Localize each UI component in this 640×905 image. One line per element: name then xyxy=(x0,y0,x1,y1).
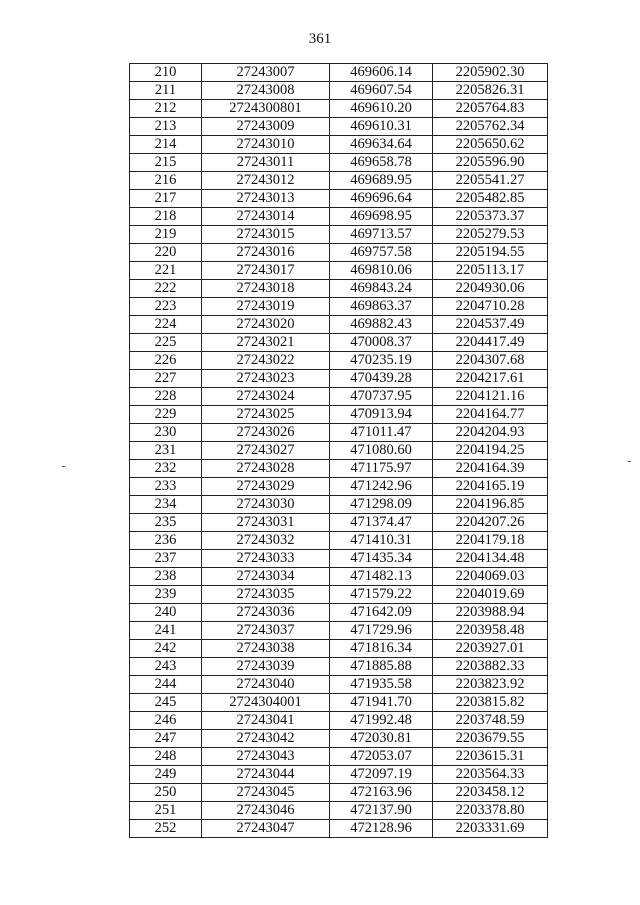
point-id: 27243039 xyxy=(202,658,330,676)
y-coordinate: 2203823.92 xyxy=(433,676,548,694)
y-coordinate: 2205764.83 xyxy=(433,100,548,118)
table-row xyxy=(130,586,548,604)
table-row xyxy=(130,262,548,280)
y-coordinate: 2204134.48 xyxy=(433,550,548,568)
row-number: 234 xyxy=(130,496,202,514)
x-coordinate: 472030.81 xyxy=(330,730,433,748)
x-coordinate: 471935.58 xyxy=(330,676,433,694)
point-id: 27243014 xyxy=(202,208,330,226)
x-coordinate: 469606.14 xyxy=(330,64,433,82)
row-number: 222 xyxy=(130,280,202,298)
point-id: 27243045 xyxy=(202,784,330,802)
x-coordinate: 471175.97 xyxy=(330,460,433,478)
x-coordinate: 472163.96 xyxy=(330,784,433,802)
table-row xyxy=(130,532,548,550)
row-number: 236 xyxy=(130,532,202,550)
row-number: 215 xyxy=(130,154,202,172)
point-id: 27243043 xyxy=(202,748,330,766)
x-coordinate: 469882.43 xyxy=(330,316,433,334)
table-row xyxy=(130,118,548,136)
point-id: 27243023 xyxy=(202,370,330,388)
row-number: 243 xyxy=(130,658,202,676)
table-row xyxy=(130,730,548,748)
row-number: 217 xyxy=(130,190,202,208)
x-coordinate: 469810.06 xyxy=(330,262,433,280)
point-id: 27243033 xyxy=(202,550,330,568)
point-id: 2724304001 xyxy=(202,694,330,712)
table-row xyxy=(130,298,548,316)
y-coordinate: 2203988.94 xyxy=(433,604,548,622)
row-number: 251 xyxy=(130,802,202,820)
table-row xyxy=(130,478,548,496)
y-coordinate: 2205762.34 xyxy=(433,118,548,136)
point-id: 27243040 xyxy=(202,676,330,694)
y-coordinate: 2203927.01 xyxy=(433,640,548,658)
y-coordinate: 2204194.25 xyxy=(433,442,548,460)
point-id: 27243034 xyxy=(202,568,330,586)
table-row xyxy=(130,712,548,730)
x-coordinate: 469696.64 xyxy=(330,190,433,208)
point-id: 2724300801 xyxy=(202,100,330,118)
y-coordinate: 2205541.27 xyxy=(433,172,548,190)
row-number: 220 xyxy=(130,244,202,262)
y-coordinate: 2205902.30 xyxy=(433,64,548,82)
x-coordinate: 470737.95 xyxy=(330,388,433,406)
point-id: 27243026 xyxy=(202,424,330,442)
point-id: 27243016 xyxy=(202,244,330,262)
row-number: 223 xyxy=(130,298,202,316)
y-coordinate: 2204069.03 xyxy=(433,568,548,586)
point-id: 27243021 xyxy=(202,334,330,352)
point-id: 27243044 xyxy=(202,766,330,784)
row-number: 224 xyxy=(130,316,202,334)
table-row xyxy=(130,172,548,190)
row-number: 245 xyxy=(130,694,202,712)
y-coordinate: 2203679.55 xyxy=(433,730,548,748)
table-row xyxy=(130,766,548,784)
y-coordinate: 2203458.12 xyxy=(433,784,548,802)
table-row xyxy=(130,460,548,478)
x-coordinate: 471298.09 xyxy=(330,496,433,514)
x-coordinate: 469863.37 xyxy=(330,298,433,316)
row-number: 240 xyxy=(130,604,202,622)
table-row xyxy=(130,64,548,82)
table-row xyxy=(130,658,548,676)
y-coordinate: 2203882.33 xyxy=(433,658,548,676)
row-number: 235 xyxy=(130,514,202,532)
x-coordinate: 469658.78 xyxy=(330,154,433,172)
x-coordinate: 471729.96 xyxy=(330,622,433,640)
table-row xyxy=(130,406,548,424)
y-coordinate: 2204930.06 xyxy=(433,280,548,298)
point-id: 27243022 xyxy=(202,352,330,370)
point-id: 27243028 xyxy=(202,460,330,478)
row-number: 252 xyxy=(130,820,202,838)
x-coordinate: 470439.28 xyxy=(330,370,433,388)
x-coordinate: 472053.07 xyxy=(330,748,433,766)
point-id: 27243046 xyxy=(202,802,330,820)
y-coordinate: 2204165.19 xyxy=(433,478,548,496)
y-coordinate: 2204217.61 xyxy=(433,370,548,388)
y-coordinate: 2204196.85 xyxy=(433,496,548,514)
y-coordinate: 2204179.18 xyxy=(433,532,548,550)
point-id: 27243041 xyxy=(202,712,330,730)
y-coordinate: 2205194.55 xyxy=(433,244,548,262)
row-number: 248 xyxy=(130,748,202,766)
table-row xyxy=(130,640,548,658)
table-row xyxy=(130,694,548,712)
point-id: 27243038 xyxy=(202,640,330,658)
x-coordinate: 469698.95 xyxy=(330,208,433,226)
y-coordinate: 2203615.31 xyxy=(433,748,548,766)
x-coordinate: 469757.58 xyxy=(330,244,433,262)
y-coordinate: 2205596.90 xyxy=(433,154,548,172)
x-coordinate: 472137.90 xyxy=(330,802,433,820)
point-id: 27243008 xyxy=(202,82,330,100)
x-coordinate: 471080.60 xyxy=(330,442,433,460)
y-coordinate: 2204121.16 xyxy=(433,388,548,406)
table-row xyxy=(130,352,548,370)
y-coordinate: 2204207.26 xyxy=(433,514,548,532)
row-number: 221 xyxy=(130,262,202,280)
y-coordinate: 2204710.28 xyxy=(433,298,548,316)
y-coordinate: 2204417.49 xyxy=(433,334,548,352)
scan-mark xyxy=(62,466,65,467)
row-number: 214 xyxy=(130,136,202,154)
point-id: 27243020 xyxy=(202,316,330,334)
point-id: 27243031 xyxy=(202,514,330,532)
row-number: 219 xyxy=(130,226,202,244)
x-coordinate: 471374.47 xyxy=(330,514,433,532)
x-coordinate: 471816.34 xyxy=(330,640,433,658)
y-coordinate: 2203378.80 xyxy=(433,802,548,820)
table-row xyxy=(130,244,548,262)
table-row xyxy=(130,424,548,442)
row-number: 210 xyxy=(130,64,202,82)
x-coordinate: 471242.96 xyxy=(330,478,433,496)
x-coordinate: 471482.13 xyxy=(330,568,433,586)
table-row xyxy=(130,280,548,298)
row-number: 244 xyxy=(130,676,202,694)
point-id: 27243009 xyxy=(202,118,330,136)
row-number: 228 xyxy=(130,388,202,406)
page-number: 361 xyxy=(308,31,332,47)
point-id: 27243017 xyxy=(202,262,330,280)
row-number: 233 xyxy=(130,478,202,496)
table-row xyxy=(130,802,548,820)
point-id: 27243018 xyxy=(202,280,330,298)
point-id: 27243029 xyxy=(202,478,330,496)
x-coordinate: 469713.57 xyxy=(330,226,433,244)
row-number: 242 xyxy=(130,640,202,658)
row-number: 250 xyxy=(130,784,202,802)
table-row xyxy=(130,82,548,100)
y-coordinate: 2203958.48 xyxy=(433,622,548,640)
row-number: 247 xyxy=(130,730,202,748)
row-number: 218 xyxy=(130,208,202,226)
x-coordinate: 471885.88 xyxy=(330,658,433,676)
y-coordinate: 2205373.37 xyxy=(433,208,548,226)
y-coordinate: 2204164.39 xyxy=(433,460,548,478)
y-coordinate: 2205279.53 xyxy=(433,226,548,244)
table-row xyxy=(130,550,548,568)
y-coordinate: 2204204.93 xyxy=(433,424,548,442)
point-id: 27243007 xyxy=(202,64,330,82)
row-number: 239 xyxy=(130,586,202,604)
x-coordinate: 469634.64 xyxy=(330,136,433,154)
y-coordinate: 2204307.68 xyxy=(433,352,548,370)
x-coordinate: 470913.94 xyxy=(330,406,433,424)
point-id: 27243037 xyxy=(202,622,330,640)
table-row xyxy=(130,226,548,244)
point-id: 27243047 xyxy=(202,820,330,838)
row-number: 216 xyxy=(130,172,202,190)
point-id: 27243010 xyxy=(202,136,330,154)
point-id: 27243027 xyxy=(202,442,330,460)
point-id: 27243013 xyxy=(202,190,330,208)
table-row xyxy=(130,136,548,154)
point-id: 27243036 xyxy=(202,604,330,622)
row-number: 249 xyxy=(130,766,202,784)
y-coordinate: 2203564.33 xyxy=(433,766,548,784)
table-row xyxy=(130,154,548,172)
x-coordinate: 470235.19 xyxy=(330,352,433,370)
table-row xyxy=(130,784,548,802)
x-coordinate: 471941.70 xyxy=(330,694,433,712)
point-id: 27243019 xyxy=(202,298,330,316)
table-row xyxy=(130,442,548,460)
y-coordinate: 2205826.31 xyxy=(433,82,548,100)
table-row xyxy=(130,514,548,532)
y-coordinate: 2204164.77 xyxy=(433,406,548,424)
table-row xyxy=(130,316,548,334)
y-coordinate: 2204019.69 xyxy=(433,586,548,604)
table-row xyxy=(130,190,548,208)
x-coordinate: 471011.47 xyxy=(330,424,433,442)
row-number: 232 xyxy=(130,460,202,478)
x-coordinate: 471410.31 xyxy=(330,532,433,550)
y-coordinate: 2205650.62 xyxy=(433,136,548,154)
point-id: 27243032 xyxy=(202,532,330,550)
x-coordinate: 469689.95 xyxy=(330,172,433,190)
x-coordinate: 469610.20 xyxy=(330,100,433,118)
point-id: 27243011 xyxy=(202,154,330,172)
y-coordinate: 2203748.59 xyxy=(433,712,548,730)
table-row xyxy=(130,622,548,640)
y-coordinate: 2205113.17 xyxy=(433,262,548,280)
table-row xyxy=(130,208,548,226)
scan-mark xyxy=(628,461,631,462)
coordinates-table xyxy=(129,63,548,838)
point-id: 27243042 xyxy=(202,730,330,748)
x-coordinate: 471992.48 xyxy=(330,712,433,730)
table-row xyxy=(130,496,548,514)
table-row xyxy=(130,370,548,388)
point-id: 27243030 xyxy=(202,496,330,514)
row-number: 211 xyxy=(130,82,202,100)
table-row xyxy=(130,568,548,586)
x-coordinate: 471642.09 xyxy=(330,604,433,622)
x-coordinate: 469610.31 xyxy=(330,118,433,136)
point-id: 27243024 xyxy=(202,388,330,406)
row-number: 226 xyxy=(130,352,202,370)
table-row xyxy=(130,100,548,118)
x-coordinate: 472128.96 xyxy=(330,820,433,838)
row-number: 213 xyxy=(130,118,202,136)
table-body xyxy=(130,64,548,838)
y-coordinate: 2203331.69 xyxy=(433,820,548,838)
y-coordinate: 2204537.49 xyxy=(433,316,548,334)
table-row xyxy=(130,748,548,766)
x-coordinate: 472097.19 xyxy=(330,766,433,784)
table-row xyxy=(130,820,548,838)
row-number: 231 xyxy=(130,442,202,460)
row-number: 227 xyxy=(130,370,202,388)
row-number: 238 xyxy=(130,568,202,586)
table-row xyxy=(130,334,548,352)
row-number: 230 xyxy=(130,424,202,442)
row-number: 225 xyxy=(130,334,202,352)
table-row xyxy=(130,604,548,622)
point-id: 27243035 xyxy=(202,586,330,604)
point-id: 27243012 xyxy=(202,172,330,190)
row-number: 237 xyxy=(130,550,202,568)
row-number: 212 xyxy=(130,100,202,118)
x-coordinate: 471579.22 xyxy=(330,586,433,604)
table-row xyxy=(130,388,548,406)
y-coordinate: 2203815.82 xyxy=(433,694,548,712)
y-coordinate: 2205482.85 xyxy=(433,190,548,208)
x-coordinate: 469843.24 xyxy=(330,280,433,298)
x-coordinate: 470008.37 xyxy=(330,334,433,352)
point-id: 27243015 xyxy=(202,226,330,244)
point-id: 27243025 xyxy=(202,406,330,424)
x-coordinate: 469607.54 xyxy=(330,82,433,100)
row-number: 246 xyxy=(130,712,202,730)
row-number: 241 xyxy=(130,622,202,640)
table-row xyxy=(130,676,548,694)
x-coordinate: 471435.34 xyxy=(330,550,433,568)
row-number: 229 xyxy=(130,406,202,424)
